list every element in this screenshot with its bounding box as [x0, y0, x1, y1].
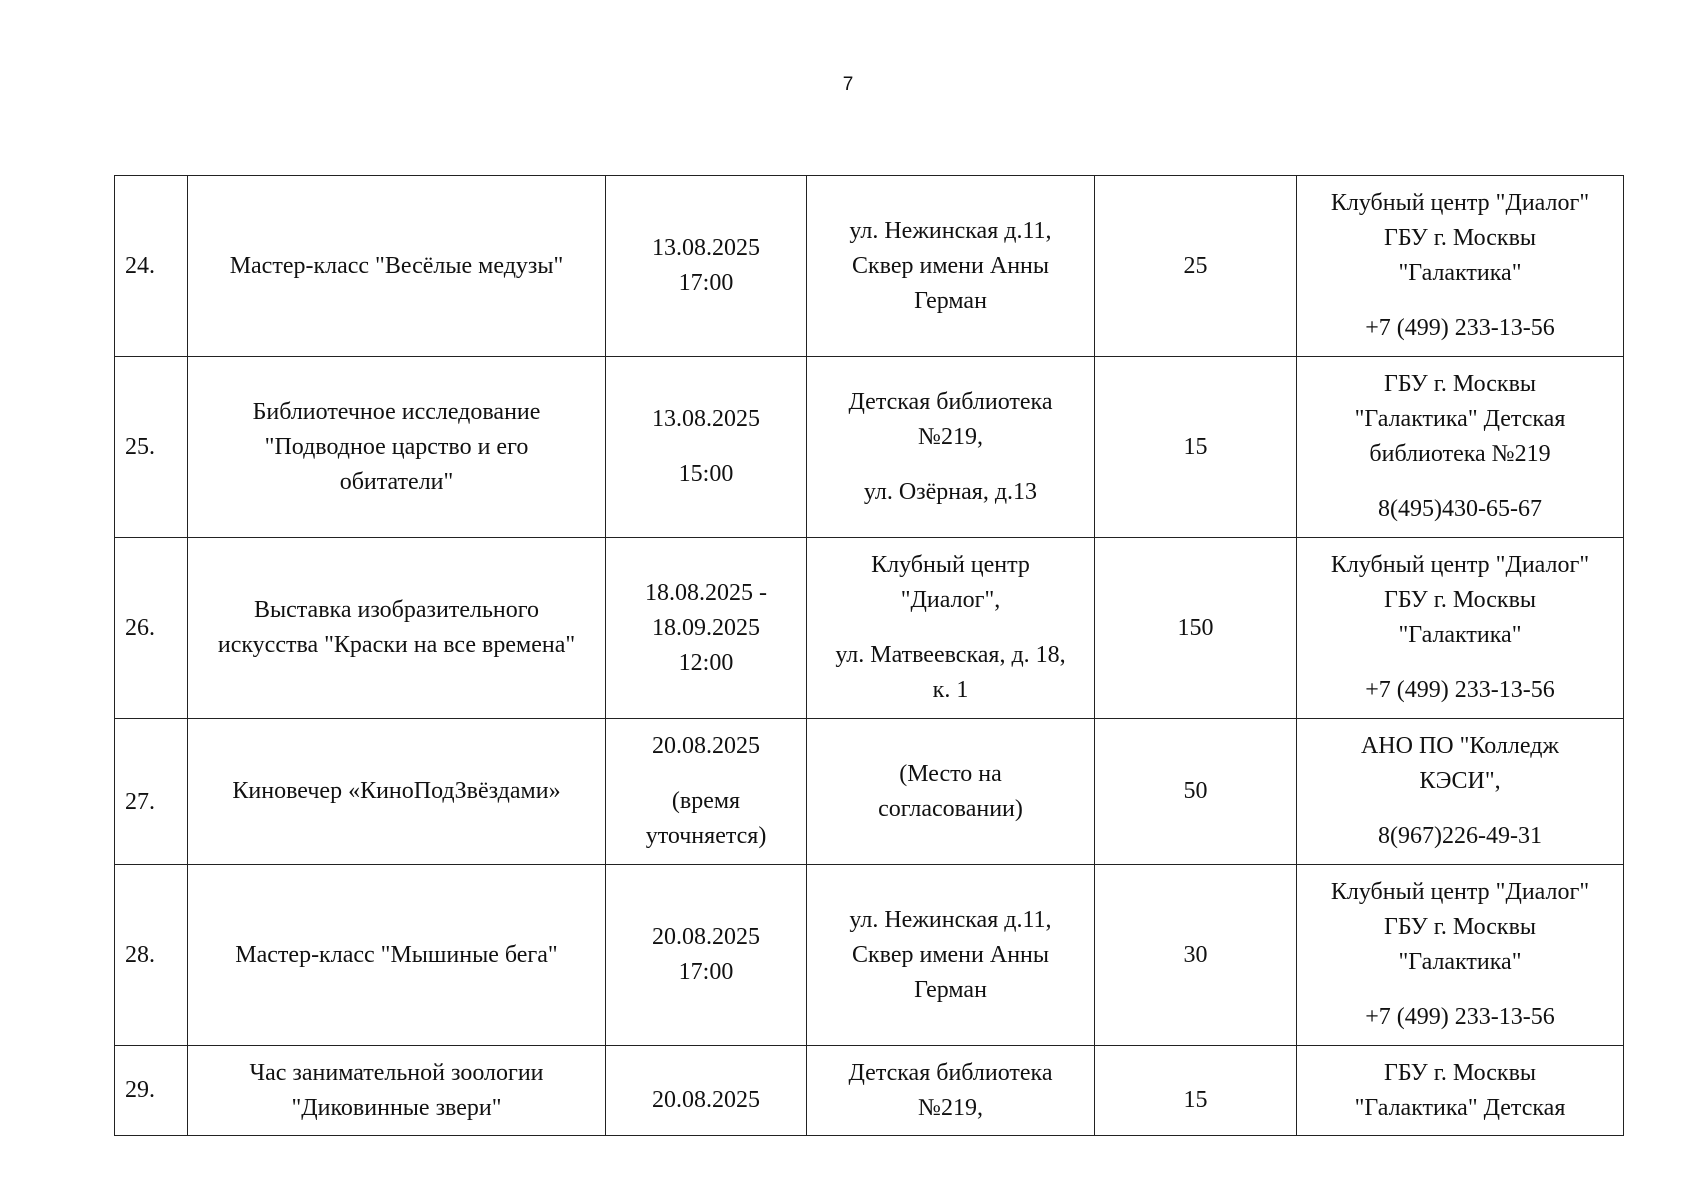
event-place	[807, 1046, 1095, 1136]
event-date	[606, 538, 807, 719]
participant-count: 15	[1095, 357, 1297, 538]
participant-count: 15	[1095, 1046, 1297, 1136]
place-line: "Диалог",	[900, 587, 1001, 613]
time-line: 17:00	[678, 959, 734, 985]
table-row	[115, 719, 1624, 865]
organizer-line: Клубный центр "Диалог"	[1330, 552, 1590, 578]
organizer-line: ГБУ г. Москвы	[1383, 587, 1537, 613]
time-line: (время	[671, 788, 741, 814]
organizer-phone: 8(495)430-65-67	[1378, 496, 1542, 522]
date-line: 13.08.2025	[652, 406, 760, 432]
organizer	[1297, 719, 1624, 865]
place-line: Герман	[914, 287, 987, 314]
organizer-line: библиотека №219	[1369, 441, 1551, 467]
page-number: 7	[842, 74, 854, 95]
organizer-line: Клубный центр "Диалог"	[1330, 879, 1590, 905]
event-title-text: Мастер-класс "Мышиные бега"	[235, 941, 558, 968]
date-line: 20.08.2025	[652, 924, 760, 950]
event-title-text: Киновечер «КиноПодЗвёздами»	[232, 778, 561, 804]
event-date	[606, 176, 807, 357]
place-line: (Место на	[899, 760, 1002, 787]
time-line: 12:00	[678, 649, 734, 676]
participant-count: 150	[1095, 538, 1297, 719]
place-address: ул. Озёрная, д.13	[863, 478, 1038, 505]
time-line: уточняется)	[645, 823, 767, 849]
place-line: согласовании)	[878, 795, 1023, 822]
participant-count: 25	[1095, 176, 1297, 357]
title-line: обитатели"	[339, 468, 454, 495]
organizer	[1297, 176, 1624, 357]
title-line: "Подводное царство и его	[264, 433, 529, 460]
participant-count: 30	[1095, 865, 1297, 1046]
place-line: Сквер имени Анны	[851, 941, 1050, 968]
organizer-line: ГБУ г. Москвы	[1383, 1059, 1537, 1086]
event-title	[188, 357, 606, 538]
row-number: 26.	[115, 538, 188, 719]
title-line: Час занимательной зоологии	[249, 1059, 544, 1086]
row-number: 25.	[115, 357, 188, 538]
events-table	[114, 175, 1624, 1136]
date-line: 18.09.2025	[652, 614, 760, 641]
participant-count: 50	[1095, 719, 1297, 865]
date-line: 20.08.2025	[652, 1087, 760, 1113]
place-line: Детская библиотека	[848, 1059, 1053, 1086]
organizer-line: ГБУ г. Москвы	[1383, 371, 1537, 397]
event-date	[606, 719, 807, 865]
organizer	[1297, 865, 1624, 1046]
organizer-line: ГБУ г. Москвы	[1383, 914, 1537, 940]
organizer	[1297, 357, 1624, 538]
time-line: 17:00	[678, 270, 734, 296]
event-title	[188, 1046, 606, 1136]
organizer-phone: +7 (499) 233-13-56	[1365, 677, 1555, 703]
event-date	[606, 357, 807, 538]
organizer-phone: +7 (499) 233-13-56	[1365, 1004, 1555, 1030]
event-title	[188, 538, 606, 719]
place-line: ул. Нежинская д.11,	[849, 906, 1052, 933]
event-place	[807, 357, 1095, 538]
title-line: Выставка изобразительного	[253, 597, 540, 623]
date-line: 13.08.2025	[652, 235, 760, 261]
organizer-line: "Галактика"	[1398, 260, 1522, 286]
event-place	[807, 865, 1095, 1046]
event-date	[606, 865, 807, 1046]
event-title	[188, 865, 606, 1046]
place-line: Детская библиотека	[848, 388, 1053, 415]
organizer-phone: 8(967)226-49-31	[1378, 823, 1542, 849]
title-line: "Диковинные звери"	[291, 1094, 502, 1121]
event-place	[807, 719, 1095, 865]
date-line: 20.08.2025	[652, 733, 760, 759]
organizer-phone: +7 (499) 233-13-56	[1365, 315, 1555, 341]
organizer-line: АНО ПО "Колледж	[1360, 733, 1560, 759]
organizer-line: "Галактика" Детская	[1354, 1094, 1566, 1121]
organizer	[1297, 1046, 1624, 1136]
place-line: Клубный центр	[871, 552, 1030, 578]
row-number: 27.	[115, 719, 188, 865]
place-address: ул. Матвеевская, д. 18,	[835, 642, 1066, 668]
event-title	[188, 176, 606, 357]
event-place	[807, 538, 1095, 719]
organizer-line: "Галактика" Детская	[1354, 406, 1566, 432]
time-line: 15:00	[678, 461, 734, 487]
row-number: 28.	[115, 865, 188, 1046]
place-line: ул. Нежинская д.11,	[849, 217, 1052, 244]
title-line: искусства "Краски на все времена"	[217, 632, 576, 658]
date-line: 18.08.2025 -	[645, 579, 767, 606]
event-title-text: Мастер-класс "Весёлые медузы"	[229, 252, 564, 279]
table-row	[115, 1046, 1624, 1136]
event-date	[606, 1046, 807, 1136]
row-number: 24.	[115, 176, 188, 357]
organizer-line: "Галактика"	[1398, 949, 1522, 975]
table-row	[115, 176, 1624, 357]
event-place	[807, 176, 1095, 357]
organizer-line: ГБУ г. Москвы	[1383, 225, 1537, 251]
organizer-line: "Галактика"	[1398, 622, 1522, 648]
table-row	[115, 538, 1624, 719]
place-line: №219,	[918, 1094, 983, 1121]
table-row	[115, 357, 1624, 538]
organizer-line: Клубный центр "Диалог"	[1330, 190, 1590, 216]
place-address: к. 1	[932, 677, 969, 703]
place-line: Герман	[914, 976, 987, 1003]
place-line: №219,	[918, 423, 983, 450]
table-row	[115, 865, 1624, 1046]
organizer	[1297, 538, 1624, 719]
title-line: Библиотечное исследование	[252, 398, 541, 425]
row-number: 29.	[115, 1046, 188, 1136]
organizer-line: КЭСИ",	[1419, 768, 1501, 794]
place-line: Сквер имени Анны	[851, 252, 1050, 279]
event-title	[188, 719, 606, 865]
